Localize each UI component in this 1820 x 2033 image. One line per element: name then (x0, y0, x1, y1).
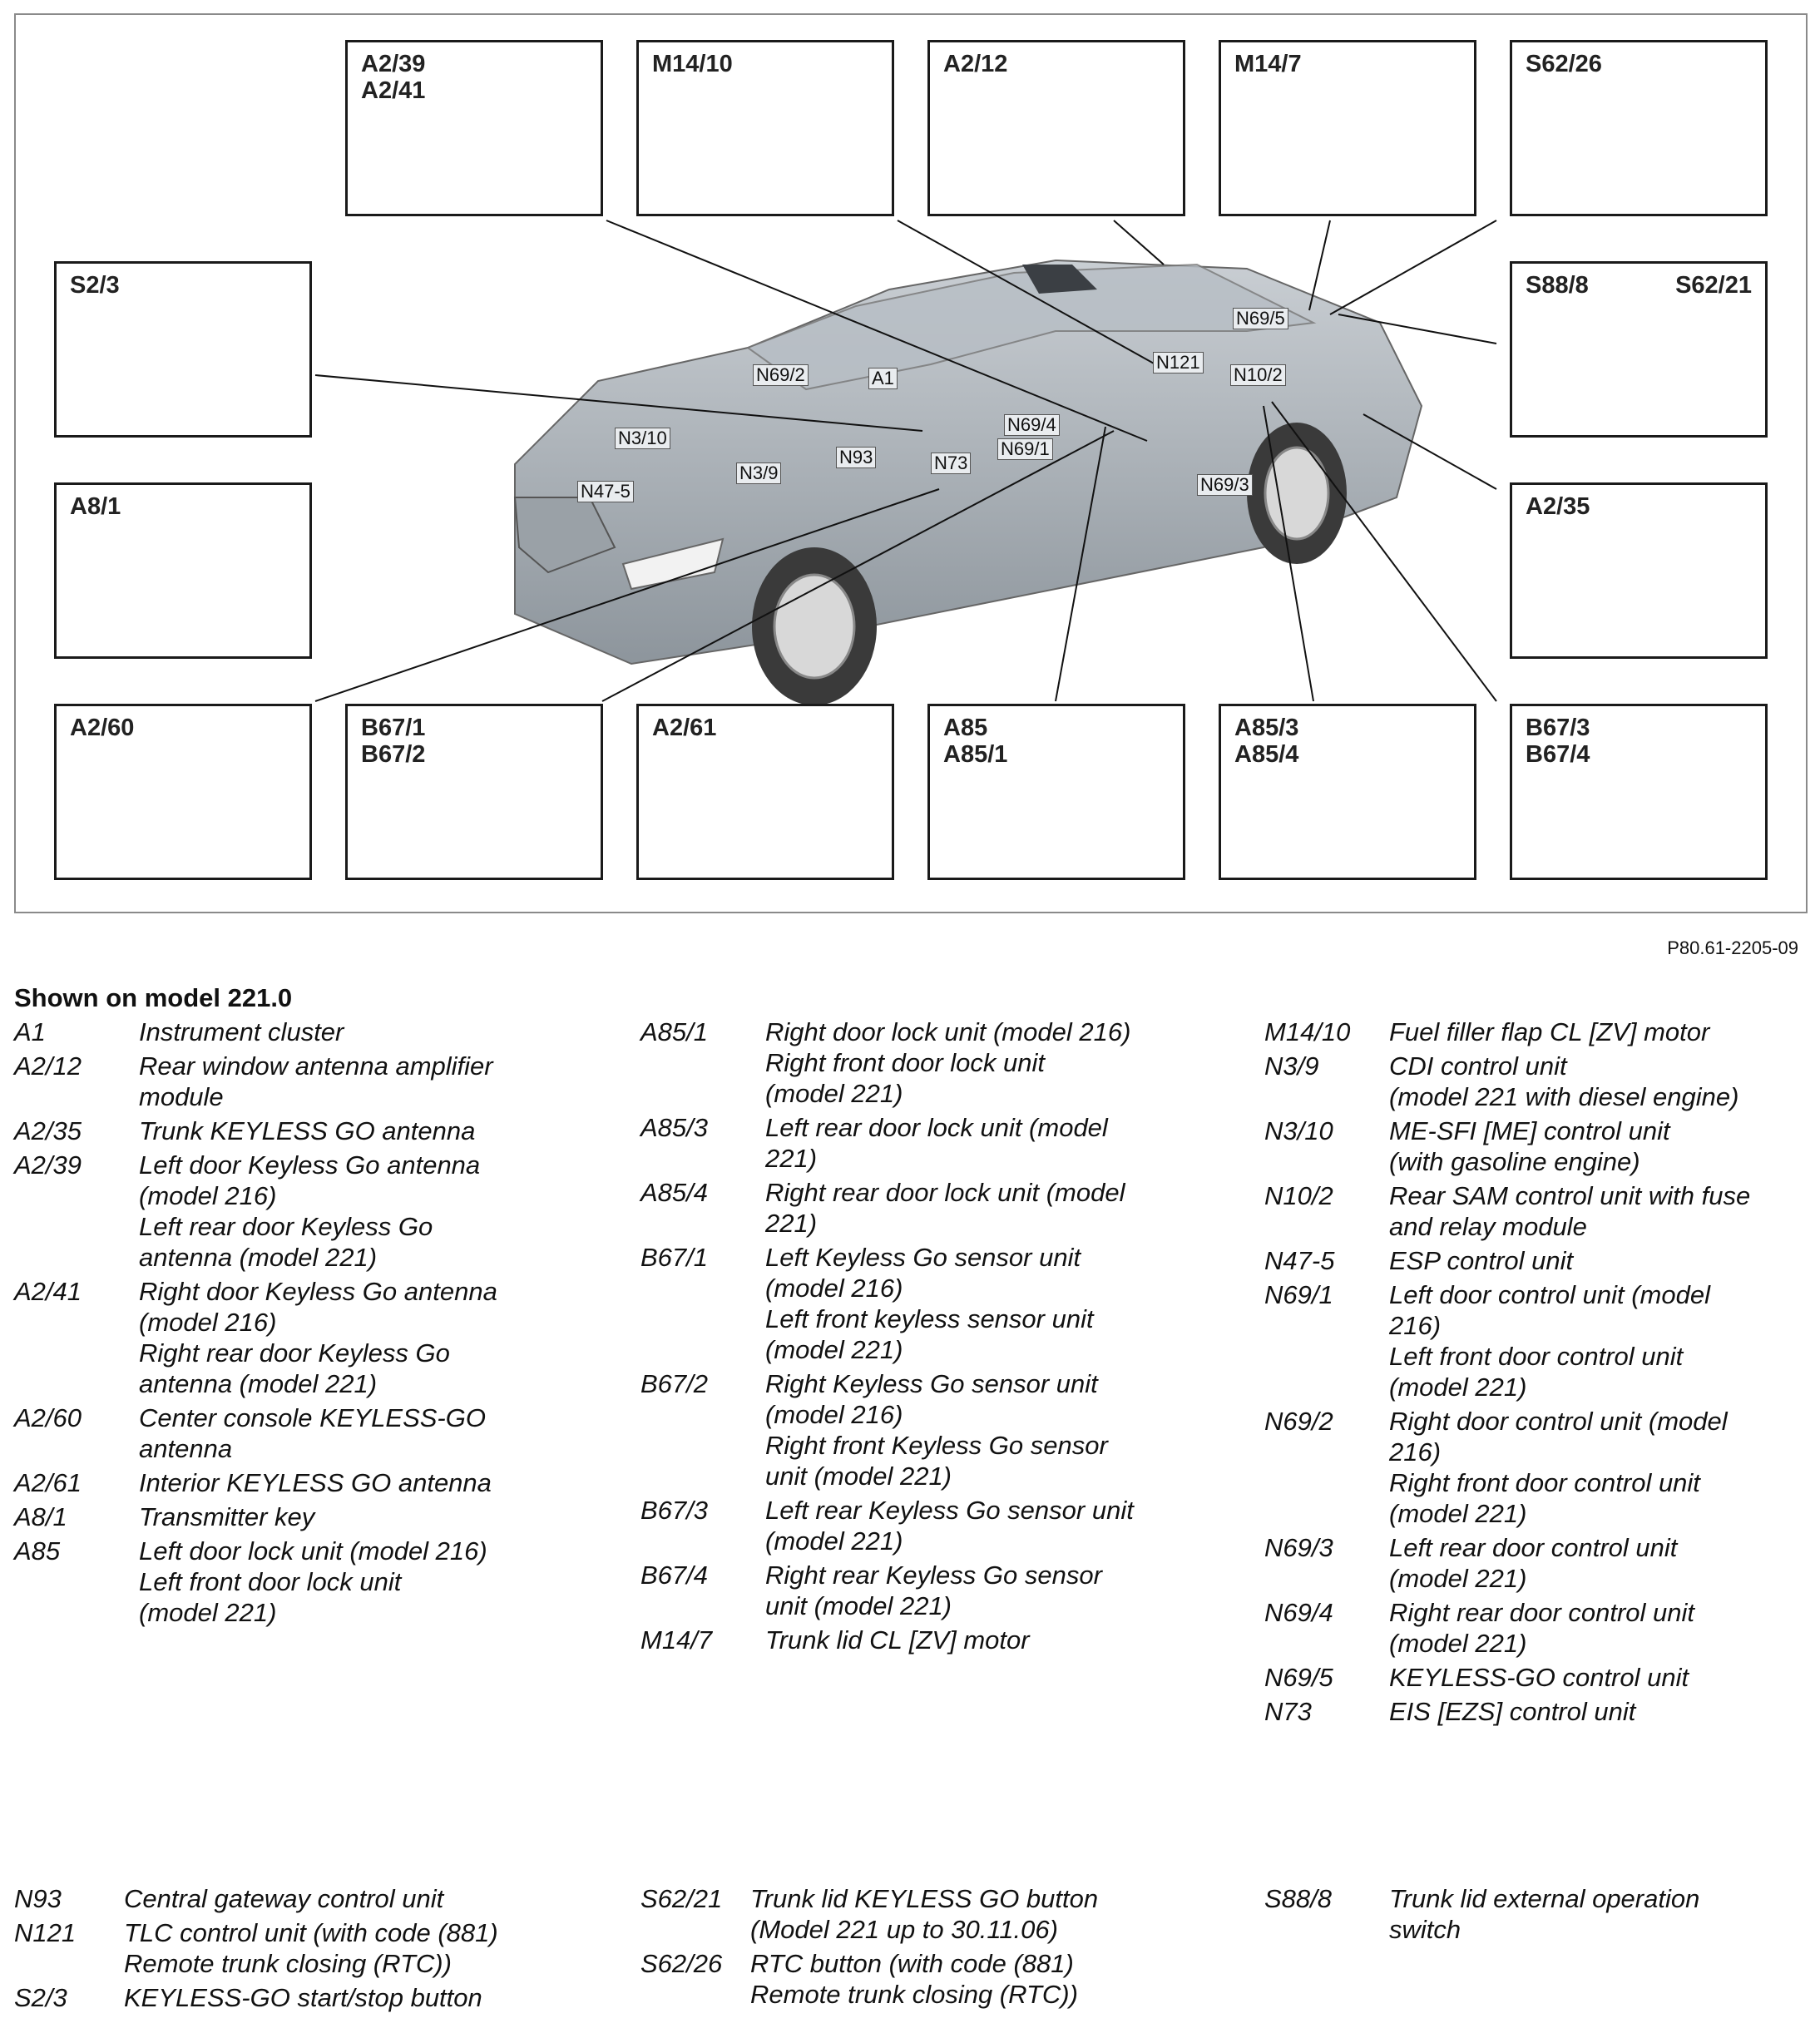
legend-row (1264, 1406, 1813, 1529)
legend-code: N3/10 (1264, 1116, 1333, 1145)
legend-row (14, 1467, 596, 1498)
component-box-label: B67/3 B67/4 (1526, 715, 1590, 768)
legend-row (640, 1112, 1239, 1174)
legend-description: Left rear door lock unit (model 221) (765, 1113, 1108, 1173)
legend-description: Center console KEYLESS-GO antenna (139, 1403, 486, 1463)
legend-code: A85/3 (640, 1113, 709, 1142)
legend-description: Right Keyless Go sensor unit (model 216) Right front Keyless Go sensor unit (model 221) (765, 1369, 1108, 1491)
component-box-label-secondary: S62/21 (1675, 272, 1752, 299)
legend-code: M14/10 (1264, 1017, 1351, 1046)
component-box-a853 (1219, 704, 1476, 880)
legend-description: Rear window antenna amplifier module (139, 1051, 493, 1111)
car-callout: A1 (868, 368, 898, 389)
legend-row (1264, 1532, 1813, 1594)
legend-row (1264, 1597, 1813, 1659)
legend-row (1264, 1180, 1813, 1242)
car-callout: N47-5 (577, 481, 634, 502)
car-callout: N93 (836, 447, 876, 468)
legend-row (640, 1016, 1239, 1109)
component-box-a261 (636, 704, 894, 880)
legend-code: N69/5 (1264, 1663, 1333, 1692)
legend-row (640, 1177, 1239, 1239)
legend-row (640, 1368, 1239, 1491)
legend-description: Left door Keyless Go antenna (model 216) Left rear door Keyless Go antenna (model 221) (139, 1150, 481, 1272)
legend-description: ESP control unit (1389, 1246, 1574, 1275)
legend-description: Left Keyless Go sensor unit (model 216) Left front keyless sensor unit (model 221) (765, 1243, 1094, 1364)
legend-row (1264, 1016, 1813, 1047)
legend-code: S88/8 (1264, 1884, 1333, 1913)
legend-code: A2/41 (14, 1277, 82, 1306)
component-box-label: M14/10 (652, 51, 733, 77)
legend-description: Trunk lid external operation switch (1389, 1884, 1700, 1944)
component-box-label: A2/39 A2/41 (361, 51, 426, 104)
car-callout: N10/2 (1230, 364, 1286, 386)
car-callout: N69/2 (753, 364, 809, 386)
legend-row (14, 1883, 613, 1914)
legend-column-2 (640, 1016, 1239, 1659)
legend-row (14, 1276, 596, 1399)
legend-code: M14/7 (640, 1625, 713, 1655)
legend-row (640, 1948, 1239, 2010)
legend-code: A2/35 (14, 1116, 82, 1145)
legend-row (1264, 1245, 1813, 1276)
legend-description: Left rear Keyless Go sensor unit (model 221) (765, 1496, 1134, 1556)
legend-code: N47-5 (1264, 1246, 1335, 1275)
legend-code: N10/2 (1264, 1181, 1333, 1210)
legend-code: A85/4 (640, 1178, 709, 1207)
car-callout: N69/4 (1004, 414, 1060, 436)
component-location-diagram (14, 13, 1808, 913)
legend-code: A1 (14, 1017, 46, 1046)
component-box-label: A2/60 (70, 715, 135, 741)
legend-code: N3/9 (1264, 1051, 1319, 1081)
legend-title: Shown on model 221.0 (14, 983, 293, 1012)
component-box-m1410 (636, 40, 894, 216)
component-box-a81 (54, 482, 312, 659)
component-box-s23 (54, 261, 312, 438)
legend-description: Right door lock unit (model 216) Right front door lock unit (model 221) (765, 1017, 1131, 1108)
legend-code: A8/1 (14, 1502, 67, 1531)
legend-code: A2/12 (14, 1051, 82, 1081)
component-box-label: A2/61 (652, 715, 717, 741)
legend-row (14, 1016, 596, 1047)
legend-column-6 (1264, 1883, 1813, 1948)
component-box-a260 (54, 704, 312, 880)
legend-row (640, 1495, 1239, 1556)
component-box-b673 (1510, 704, 1768, 880)
car-callout: N3/10 (615, 428, 670, 449)
component-box-s888 (1510, 261, 1768, 438)
legend-description: Fuel filler flap CL [ZV] motor (1389, 1017, 1710, 1046)
legend-column-4 (14, 1883, 613, 2016)
legend-code: B67/2 (640, 1369, 709, 1398)
legend-description: Trunk KEYLESS GO antenna (139, 1116, 476, 1145)
legend-description: Right door control unit (model 216) Right front door control unit (model 221) (1389, 1407, 1728, 1528)
car-callout: N69/5 (1233, 308, 1288, 329)
legend-row (1264, 1279, 1813, 1402)
component-box-label: S2/3 (70, 272, 120, 299)
legend-column-1 (14, 1016, 596, 1631)
legend-code: N69/3 (1264, 1533, 1333, 1562)
legend-row (14, 1115, 596, 1146)
legend-code: N69/1 (1264, 1280, 1333, 1309)
component-box-b671 (345, 704, 603, 880)
legend-description: Left door control unit (model 216) Left front door control unit (model 221) (1389, 1280, 1710, 1402)
legend-description: CDI control unit (model 221 with diesel engine) (1389, 1051, 1739, 1111)
component-box-s6226 (1510, 40, 1768, 216)
legend-row (14, 1150, 596, 1273)
component-box-label: A85/3 A85/4 (1234, 715, 1299, 768)
component-box-label: A2/12 (943, 51, 1008, 77)
legend-description: Trunk lid CL [ZV] motor (765, 1625, 1030, 1655)
legend-description: ME-SFI [ME] control unit (with gasoline engine) (1389, 1116, 1670, 1176)
car-callout: N3/9 (736, 462, 781, 484)
legend-description: RTC button (with code (881) Remote trunk closing (RTC)) (750, 1949, 1078, 2009)
component-box-label: A8/1 (70, 493, 121, 520)
legend-description: Instrument cluster (139, 1017, 344, 1046)
legend-description: Right rear door lock unit (model 221) (765, 1178, 1125, 1238)
legend-row (640, 1560, 1239, 1621)
legend-row (1264, 1696, 1813, 1727)
legend-code: A2/39 (14, 1150, 82, 1180)
car-callout: N69/1 (997, 438, 1053, 460)
legend-description: Left door lock unit (model 216) Left front door lock unit (model 221) (139, 1536, 487, 1627)
legend-row (640, 1242, 1239, 1365)
legend-description: KEYLESS-GO control unit (1389, 1663, 1689, 1692)
figure-reference: P80.61-2205-09 (1667, 937, 1798, 958)
component-box-a212 (927, 40, 1185, 216)
legend-column-3 (1264, 1016, 1813, 1730)
car-callout: N73 (931, 453, 971, 474)
legend-description: Transmitter key (139, 1502, 315, 1531)
legend-code: N73 (1264, 1697, 1312, 1726)
legend-code: S62/21 (640, 1884, 723, 1913)
component-box-label: M14/7 (1234, 51, 1302, 77)
legend-description: Interior KEYLESS GO antenna (139, 1468, 492, 1497)
component-box-m147 (1219, 40, 1476, 216)
legend-code: B67/3 (640, 1496, 709, 1525)
legend-description: Right rear Keyless Go sensor unit (model 221) (765, 1561, 1102, 1620)
component-box-a239 (345, 40, 603, 216)
legend-row (14, 1982, 613, 2013)
legend-description: Central gateway control unit (124, 1884, 444, 1913)
legend-row (14, 1501, 596, 1532)
legend-row (14, 1402, 596, 1464)
component-box-a85 (927, 704, 1185, 880)
legend-code: N69/4 (1264, 1598, 1333, 1627)
legend-description: Rear SAM control unit with fuse and relay module (1389, 1181, 1751, 1241)
legend-code: N93 (14, 1884, 62, 1913)
component-box-label: A2/35 (1526, 493, 1590, 520)
legend-row (14, 1536, 596, 1628)
legend-code: N69/2 (1264, 1407, 1333, 1436)
legend-description: KEYLESS-GO start/stop button (124, 1983, 482, 2012)
legend-code: A85 (14, 1536, 61, 1566)
legend-description: Right rear door control unit (model 221) (1389, 1598, 1695, 1658)
legend-row (1264, 1051, 1813, 1112)
legend-row (14, 1917, 613, 1979)
legend-code: S62/26 (640, 1949, 723, 1978)
legend-code: A2/60 (14, 1403, 82, 1432)
legend-code: A2/61 (14, 1468, 82, 1497)
legend-description: Left rear door control unit (model 221) (1389, 1533, 1678, 1593)
legend-code: N121 (14, 1918, 77, 1947)
legend-row (1264, 1662, 1813, 1693)
legend-row (1264, 1115, 1813, 1177)
legend-description: TLC control unit (with code (881) Remote trunk closing (RTC)) (124, 1918, 498, 1978)
legend-row (640, 1625, 1239, 1655)
legend-description: Trunk lid KEYLESS GO button (Model 221 up to 30.11.06) (750, 1884, 1099, 1944)
legend-description: Right door Keyless Go antenna (model 216) Right rear door Keyless Go antenna (model 221) (139, 1277, 497, 1398)
component-box-a235 (1510, 482, 1768, 659)
legend-description: EIS [EZS] control unit (1389, 1697, 1636, 1726)
legend-code: S2/3 (14, 1983, 67, 2012)
legend-code: B67/1 (640, 1243, 709, 1272)
car-callout: N69/3 (1197, 474, 1253, 496)
legend-code: A85/1 (640, 1017, 709, 1046)
legend-row (1264, 1883, 1813, 1945)
component-box-label: S88/8 (1526, 272, 1589, 299)
legend-row (640, 1883, 1239, 1945)
component-box-label: S62/26 (1526, 51, 1602, 77)
component-box-label: B67/1 B67/2 (361, 715, 426, 768)
car-callout: N121 (1153, 352, 1204, 373)
legend-code: B67/4 (640, 1561, 709, 1590)
legend-row (14, 1051, 596, 1112)
component-box-label: A85 A85/1 (943, 715, 1008, 768)
legend-column-5 (640, 1883, 1239, 2013)
